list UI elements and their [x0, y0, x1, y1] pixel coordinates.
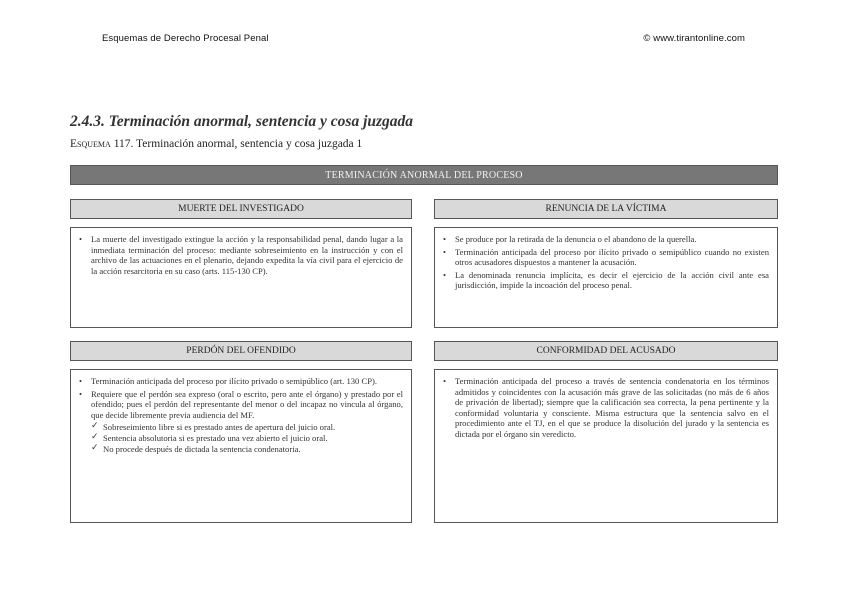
- running-header-title: Esquemas de Derecho Procesal Penal: [102, 33, 269, 44]
- esquema-prefix: Esquema: [70, 138, 111, 150]
- main-banner: TERMINACIÓN ANORMAL DEL PROCESO: [70, 165, 778, 185]
- list-muerte: [79, 234, 403, 276]
- box-muerte: [70, 227, 412, 328]
- box-perdon: [70, 369, 412, 523]
- list-item: • La denominada renuncia implícita, es decir el ejercicio de la acción civil ante esa jurisdicción, impide la incoación del proceso penal.: [443, 270, 769, 291]
- esquema-title: 117. Terminación anormal, sentencia y cosa juzgada 1: [110, 138, 363, 150]
- check-item: ✓ Sentencia absolutoria si es prestado una vez abierto el juicio oral.: [91, 433, 403, 444]
- list-conformidad: [443, 376, 769, 440]
- esquema-caption: [70, 138, 362, 150]
- list-item: • Terminación anticipada del proceso a través de sentencia condenatoria en los términos admitidos y coincidentes con la acusación más grave de las solicitadas (no más de 6 años de privación de libertad); siempre que la calificación sea correcta, la pena pertinente y la conformidad voluntaria y consciente. Misma estructura que la sentencia salvo en el procedimiento ante el TJ, en el que se produce la disolución del jurado y la sentencia es dictada por el órgano sin veredicto.: [443, 376, 769, 440]
- box-head-renuncia: RENUNCIA DE LA VÍCTIMA: [434, 199, 778, 219]
- check-item: ✓ Sobreseimiento libre si es prestado antes de apertura del juicio oral.: [91, 422, 403, 433]
- list-renuncia: [443, 234, 769, 291]
- list-item: • La muerte del investigado extingue la acción y la responsabilidad penal, dando lugar a la inmediata terminación del proceso: mediante sobreseimiento en la instrucción y con el archivo de las actuaciones en el plenario, dejando expedita la vía civil para el ejercicio de la acción resarcitoria en su caso (arts. 115-130 CP).: [79, 234, 403, 276]
- check-item: ✓ No procede después de dictada la sentencia condenatoria.: [91, 444, 403, 455]
- box-head-perdon: PERDÓN DEL OFENDIDO: [70, 341, 412, 361]
- box-head-muerte: MUERTE DEL INVESTIGADO: [70, 199, 412, 219]
- box-head-conformidad: CONFORMIDAD DEL ACUSADO: [434, 341, 778, 361]
- check-list: [79, 422, 403, 454]
- list-item: • Se produce por la retirada de la denuncia o el abandono de la querella.: [443, 234, 769, 245]
- list-item: • Requiere que el perdón sea expreso (oral o escrito, pero ante el órgano) y prestado por el ofendido; pues el perdón del representante del menor o del incapaz no vincula al órgano, que decide libremente previa audiencia del MF.: [79, 389, 403, 421]
- section-title: 2.4.3. Terminación anormal, sentencia y cosa juzgada: [70, 113, 414, 130]
- list-item: • Terminación anticipada del proceso por ilícito privado o semipúblico (art. 130 CP).: [79, 376, 403, 387]
- box-renuncia: [434, 227, 778, 328]
- running-header-copyright: © www.tirantonline.com: [643, 33, 745, 44]
- box-conformidad: [434, 369, 778, 523]
- list-item: • Terminación anticipada del proceso por ilícito privado o semipúblico cuando no existen otros acusadores dispuestos a mantener la acusación.: [443, 247, 769, 268]
- list-perdon: [79, 376, 403, 420]
